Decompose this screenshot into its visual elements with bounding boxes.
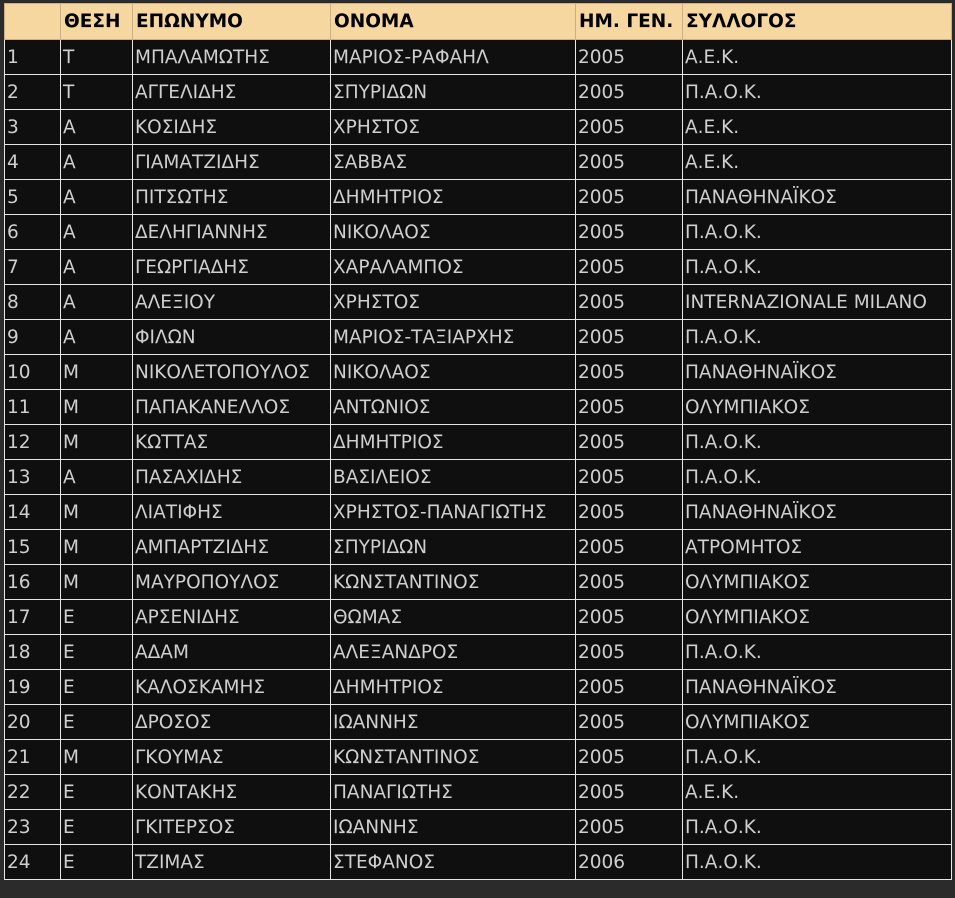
cell-surname: ΑΜΠΑΡΤΖΙΔΗΣ <box>133 530 331 565</box>
cell-birth-year: 2005 <box>576 390 683 425</box>
cell-surname: ΔΕΛΗΓΙΑΝΝΗΣ <box>133 215 331 250</box>
cell-birth-year: 2005 <box>576 145 683 180</box>
cell-birth-year: 2005 <box>576 810 683 845</box>
cell-club: Π.Α.Ο.Κ. <box>683 810 952 845</box>
cell-position: Α <box>61 110 133 145</box>
header-club: ΣΥΛΛΟΓΟΣ <box>683 4 952 40</box>
cell-surname: ΛΙΑΤΙΦΗΣ <box>133 495 331 530</box>
cell-number: 2 <box>5 75 61 110</box>
cell-number: 11 <box>5 390 61 425</box>
cell-surname: ΚΩΤΤΑΣ <box>133 425 331 460</box>
table-row <box>5 145 952 180</box>
table-body <box>5 40 952 880</box>
cell-surname: ΚΟΝΤΑΚΗΣ <box>133 775 331 810</box>
cell-club: Α.Ε.Κ. <box>683 110 952 145</box>
cell-number: 18 <box>5 635 61 670</box>
table-row <box>5 75 952 110</box>
cell-number: 9 <box>5 320 61 355</box>
cell-birth-year: 2005 <box>576 635 683 670</box>
table-row <box>5 565 952 600</box>
cell-position: Ε <box>61 705 133 740</box>
cell-number: 1 <box>5 40 61 75</box>
cell-birth-year: 2005 <box>576 320 683 355</box>
header-surname: ΕΠΩΝΥΜΟ <box>133 4 331 40</box>
cell-number: 21 <box>5 740 61 775</box>
table-row <box>5 425 952 460</box>
cell-position: Α <box>61 180 133 215</box>
cell-club: ΠΑΝΑΘΗΝΑΪΚΟΣ <box>683 670 952 705</box>
cell-position: Α <box>61 460 133 495</box>
cell-number: 23 <box>5 810 61 845</box>
cell-surname: ΑΔΑΜ <box>133 635 331 670</box>
cell-club: Π.Α.Ο.Κ. <box>683 635 952 670</box>
cell-surname: ΝΙΚΟΛΕΤΟΠΟΥΛΟΣ <box>133 355 331 390</box>
cell-position: Τ <box>61 75 133 110</box>
cell-club: ΠΑΝΑΘΗΝΑΪΚΟΣ <box>683 180 952 215</box>
table-row <box>5 40 952 75</box>
header-position: ΘΕΣΗ <box>61 4 133 40</box>
cell-position: Α <box>61 250 133 285</box>
cell-birth-year: 2005 <box>576 460 683 495</box>
cell-number: 17 <box>5 600 61 635</box>
cell-first-name: ΔΗΜΗΤΡΙΟΣ <box>331 180 576 215</box>
cell-first-name: ΣΠΥΡΙΔΩΝ <box>331 75 576 110</box>
cell-first-name: ΣΑΒΒΑΣ <box>331 145 576 180</box>
cell-surname: ΜΑΥΡΟΠΟΥΛΟΣ <box>133 565 331 600</box>
cell-position: Τ <box>61 40 133 75</box>
cell-first-name: ΑΝΤΩΝΙΟΣ <box>331 390 576 425</box>
cell-surname: ΑΛΕΞΙΟΥ <box>133 285 331 320</box>
cell-birth-year: 2005 <box>576 530 683 565</box>
table-header-row <box>5 4 952 40</box>
cell-position: Ε <box>61 635 133 670</box>
cell-birth-year: 2005 <box>576 355 683 390</box>
cell-club: ΟΛΥΜΠΙΑΚΟΣ <box>683 390 952 425</box>
cell-number: 8 <box>5 285 61 320</box>
cell-surname: ΚΑΛΟΣΚΑΜΗΣ <box>133 670 331 705</box>
table-row <box>5 110 952 145</box>
cell-surname: ΓΕΩΡΓΙΑΔΗΣ <box>133 250 331 285</box>
cell-surname: ΠΑΠΑΚΑΝΕΛΛΟΣ <box>133 390 331 425</box>
cell-position: Μ <box>61 425 133 460</box>
cell-number: 24 <box>5 845 61 880</box>
cell-club: Π.Α.Ο.Κ. <box>683 425 952 460</box>
table-row <box>5 845 952 880</box>
cell-position: Ε <box>61 810 133 845</box>
cell-number: 22 <box>5 775 61 810</box>
cell-first-name: ΣΠΥΡΙΔΩΝ <box>331 530 576 565</box>
table-row <box>5 495 952 530</box>
cell-number: 13 <box>5 460 61 495</box>
cell-club: Α.Ε.Κ. <box>683 145 952 180</box>
cell-first-name: ΚΩΝΣΤΑΝΤΙΝΟΣ <box>331 565 576 600</box>
cell-position: Ε <box>61 600 133 635</box>
cell-number: 19 <box>5 670 61 705</box>
cell-birth-year: 2005 <box>576 215 683 250</box>
table-row <box>5 320 952 355</box>
cell-birth-year: 2005 <box>576 775 683 810</box>
cell-birth-year: 2005 <box>576 110 683 145</box>
cell-first-name: ΚΩΝΣΤΑΝΤΙΝΟΣ <box>331 740 576 775</box>
cell-first-name: ΝΙΚΟΛΑΟΣ <box>331 355 576 390</box>
cell-first-name: ΜΑΡΙΟΣ-ΤΑΞΙΑΡΧΗΣ <box>331 320 576 355</box>
cell-club: ΠΑΝΑΘΗΝΑΪΚΟΣ <box>683 355 952 390</box>
cell-surname: ΓΚΟΥΜΑΣ <box>133 740 331 775</box>
cell-birth-year: 2005 <box>576 740 683 775</box>
cell-birth-year: 2005 <box>576 425 683 460</box>
cell-position: Α <box>61 285 133 320</box>
cell-first-name: ΔΗΜΗΤΡΙΟΣ <box>331 670 576 705</box>
cell-surname: ΓΙΑΜΑΤΖΙΔΗΣ <box>133 145 331 180</box>
cell-first-name: ΝΙΚΟΛΑΟΣ <box>331 215 576 250</box>
cell-club: Π.Α.Ο.Κ. <box>683 75 952 110</box>
table-row <box>5 215 952 250</box>
cell-position: Ε <box>61 670 133 705</box>
cell-first-name: ΧΡΗΣΤΟΣ <box>331 110 576 145</box>
cell-birth-year: 2006 <box>576 845 683 880</box>
table-row <box>5 810 952 845</box>
cell-first-name: ΙΩΑΝΝΗΣ <box>331 705 576 740</box>
cell-first-name: ΘΩΜΑΣ <box>331 600 576 635</box>
cell-position: Α <box>61 320 133 355</box>
table-row <box>5 635 952 670</box>
cell-first-name: ΧΡΗΣΤΟΣ-ΠΑΝΑΓΙΩΤΗΣ <box>331 495 576 530</box>
cell-surname: ΠΙΤΣΩΤΗΣ <box>133 180 331 215</box>
cell-surname: ΑΓΓΕΛΙΔΗΣ <box>133 75 331 110</box>
cell-number: 20 <box>5 705 61 740</box>
cell-position: Μ <box>61 740 133 775</box>
cell-club: Π.Α.Ο.Κ. <box>683 250 952 285</box>
cell-first-name: ΧΑΡΑΛΑΜΠΟΣ <box>331 250 576 285</box>
cell-first-name: ΧΡΗΣΤΟΣ <box>331 285 576 320</box>
cell-birth-year: 2005 <box>576 495 683 530</box>
cell-surname: ΚΟΣΙΔΗΣ <box>133 110 331 145</box>
cell-surname: ΦΙΛΩΝ <box>133 320 331 355</box>
table-row <box>5 355 952 390</box>
table-row <box>5 180 952 215</box>
cell-number: 5 <box>5 180 61 215</box>
cell-number: 4 <box>5 145 61 180</box>
cell-club: Π.Α.Ο.Κ. <box>683 320 952 355</box>
cell-surname: ΑΡΣΕΝΙΔΗΣ <box>133 600 331 635</box>
cell-surname: ΓΚΙΤΕΡΣΟΣ <box>133 810 331 845</box>
cell-club: ΟΛΥΜΠΙΑΚΟΣ <box>683 705 952 740</box>
table-row <box>5 775 952 810</box>
table-row <box>5 600 952 635</box>
cell-club: ΠΑΝΑΘΗΝΑΪΚΟΣ <box>683 495 952 530</box>
cell-club: INTERNAZIONALE MILANO <box>683 285 952 320</box>
cell-club: Π.Α.Ο.Κ. <box>683 740 952 775</box>
cell-birth-year: 2005 <box>576 250 683 285</box>
cell-birth-year: 2005 <box>576 180 683 215</box>
cell-number: 12 <box>5 425 61 460</box>
cell-first-name: ΜΑΡΙΟΣ-ΡΑΦΑΗΛ <box>331 40 576 75</box>
cell-first-name: ΑΛΕΞΑΝΔΡΟΣ <box>331 635 576 670</box>
cell-position: Μ <box>61 390 133 425</box>
cell-surname: ΔΡΟΣΟΣ <box>133 705 331 740</box>
cell-birth-year: 2005 <box>576 565 683 600</box>
cell-club: Α.Ε.Κ. <box>683 40 952 75</box>
cell-first-name: ΔΗΜΗΤΡΙΟΣ <box>331 425 576 460</box>
cell-birth-year: 2005 <box>576 600 683 635</box>
table-row <box>5 705 952 740</box>
cell-first-name: ΣΤΕΦΑΝΟΣ <box>331 845 576 880</box>
cell-birth-year: 2005 <box>576 75 683 110</box>
cell-club: Π.Α.Ο.Κ. <box>683 460 952 495</box>
table-row <box>5 740 952 775</box>
cell-birth-year: 2005 <box>576 670 683 705</box>
table-row <box>5 460 952 495</box>
cell-first-name: ΙΩΑΝΝΗΣ <box>331 810 576 845</box>
cell-surname: ΤΖΙΜΑΣ <box>133 845 331 880</box>
cell-position: Μ <box>61 355 133 390</box>
cell-position: Ε <box>61 775 133 810</box>
table-row <box>5 390 952 425</box>
cell-number: 3 <box>5 110 61 145</box>
table-row <box>5 250 952 285</box>
cell-position: Α <box>61 215 133 250</box>
cell-club: Π.Α.Ο.Κ. <box>683 215 952 250</box>
table-row <box>5 530 952 565</box>
cell-position: Μ <box>61 495 133 530</box>
table-row <box>5 285 952 320</box>
cell-club: ΟΛΥΜΠΙΑΚΟΣ <box>683 600 952 635</box>
cell-number: 6 <box>5 215 61 250</box>
cell-first-name: ΒΑΣΙΛΕΙΟΣ <box>331 460 576 495</box>
header-number <box>5 4 61 40</box>
cell-club: Π.Α.Ο.Κ. <box>683 845 952 880</box>
cell-birth-year: 2005 <box>576 40 683 75</box>
cell-number: 14 <box>5 495 61 530</box>
cell-number: 16 <box>5 565 61 600</box>
table-row <box>5 670 952 705</box>
cell-birth-year: 2005 <box>576 705 683 740</box>
cell-position: Μ <box>61 530 133 565</box>
cell-position: Μ <box>61 565 133 600</box>
cell-number: 10 <box>5 355 61 390</box>
cell-position: Α <box>61 145 133 180</box>
cell-number: 15 <box>5 530 61 565</box>
cell-club: Α.Ε.Κ. <box>683 775 952 810</box>
cell-position: Ε <box>61 845 133 880</box>
header-first-name: ΟΝΟΜΑ <box>331 4 576 40</box>
header-birth-year: ΗΜ. ΓΕΝ. <box>576 4 683 40</box>
cell-club: ΑΤΡΟΜΗΤΟΣ <box>683 530 952 565</box>
cell-club: ΟΛΥΜΠΙΑΚΟΣ <box>683 565 952 600</box>
roster-table <box>4 3 952 880</box>
roster-table-container <box>4 3 951 880</box>
cell-surname: ΜΠΑΛΑΜΩΤΗΣ <box>133 40 331 75</box>
cell-birth-year: 2005 <box>576 285 683 320</box>
cell-surname: ΠΑΣΑΧΙΔΗΣ <box>133 460 331 495</box>
cell-number: 7 <box>5 250 61 285</box>
cell-first-name: ΠΑΝΑΓΙΩΤΗΣ <box>331 775 576 810</box>
